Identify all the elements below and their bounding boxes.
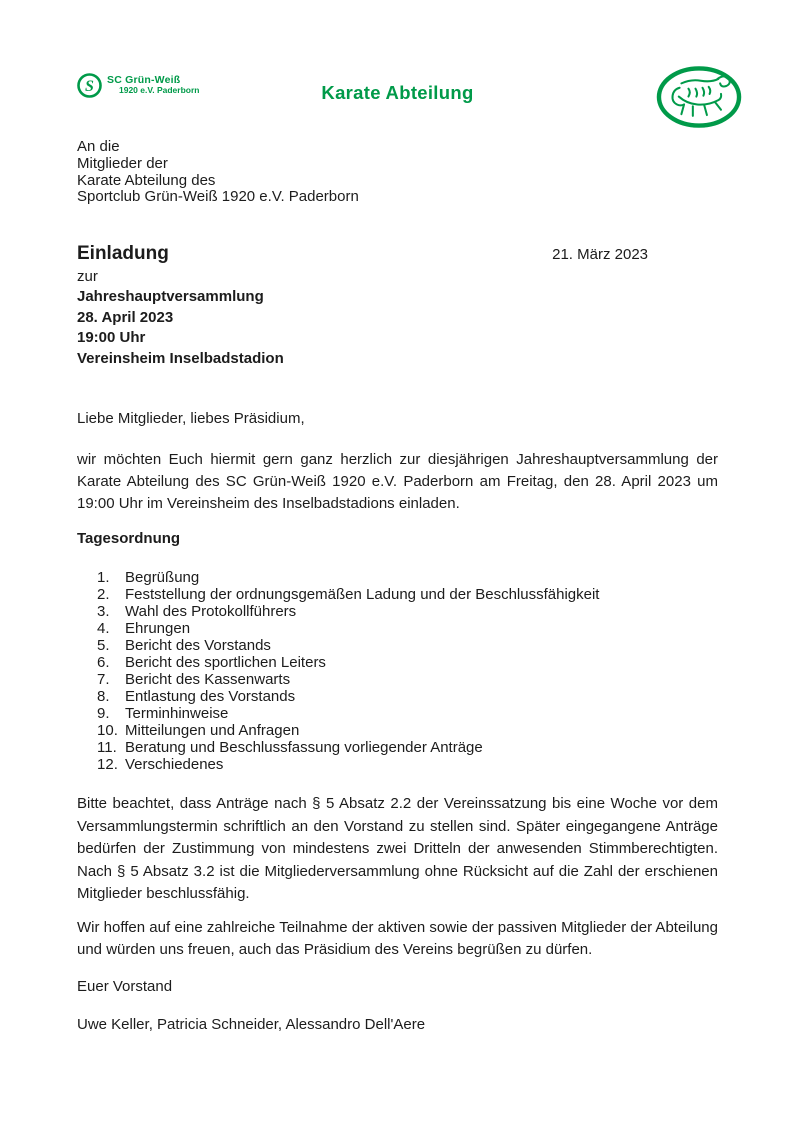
recipient-line: An die: [77, 138, 120, 155]
recipient-address: [77, 139, 718, 206]
agenda-heading: Tagesordnung: [77, 530, 181, 548]
agenda-item: Mitteilungen und Anfragen: [125, 722, 300, 740]
event-venue: Vereinsheim Inselbadstadion: [77, 349, 284, 367]
letter-date: 21. März 2023: [552, 246, 648, 264]
invitation-heading: Einladung: [77, 243, 169, 265]
closing-paragraph: Wir hoffen auf eine zahlreiche Teilnahme der aktiven sowie der passiven Mitglieder der Abteilung und würden uns freuen, auch das Präsidium des Vereins begrüßen zu dürfen.: [77, 919, 718, 959]
invitation-details: [77, 287, 718, 369]
agenda-item: Bericht des Kassenwarts: [125, 671, 291, 689]
invitation-heading-row: [77, 242, 718, 266]
agenda-item: Beratung und Beschlussfassung vorliegender Anträge: [125, 739, 483, 757]
notice-paragraph: Bitte beachtet, dass Anträge nach § 5 Absatz 2.2 der Vereinssatzung bis eine Woche vor dem Versammlungstermin schriftlich an den Vorstand zu stellen sind. Später eingegangene Anträge bedürfen der Zustimmung von mindestens zwei Dritteln der anwesenden Stimmberechtigten. Nach § 5 Absatz 3.2 ist die Mitgliederversammlung ohne Rücksicht auf die Zahl der erschienen Mitglieder beschlussfähig.: [77, 795, 718, 902]
invitation-subheading: zur: [77, 268, 98, 286]
recipient-line: Sportclub Grün-Weiß 1920 e.V. Paderborn: [77, 188, 359, 206]
agenda-item: Bericht des sportlichen Leiters: [125, 654, 326, 672]
agenda-item: Terminhinweise: [125, 705, 229, 723]
agenda-item: Entlastung des Vorstands: [125, 688, 296, 706]
intro-paragraph: wir möchten Euch hiermit gern ganz herzlich zur diesjährigen Jahreshauptversammlung der Karate Abteilung des SC Grün-Weiß 1920 e.V. Paderborn am Freitag, den 28. April 2023 um 19:00 Uhr im Vereinsheim des Inselbadstadions einladen.: [77, 451, 718, 512]
shotokan-tiger-icon: [655, 64, 743, 135]
recipient-line: Karate Abteilung des: [77, 171, 216, 189]
club-subline: 1920 e.V. Paderborn: [119, 85, 200, 96]
agenda-item: Bericht des Vorstands: [125, 637, 271, 655]
event-date: 28. April 2023: [77, 308, 174, 326]
agenda-item: Wahl des Protokollführers: [125, 603, 297, 621]
agenda-item: Verschiedenes: [125, 756, 224, 774]
agenda-item: Feststellung der ordnungsgemäßen Ladung und der Beschlussfähigkeit: [125, 586, 600, 604]
event-name: Jahreshauptversammlung: [77, 288, 264, 306]
agenda-item: Ehrungen: [125, 620, 191, 638]
signature-names: Uwe Keller, Patricia Schneider, Alessandro Dell'Aere: [77, 1016, 426, 1034]
recipient-line: Mitglieder der: [77, 154, 168, 172]
agenda-item: Begrüßung: [125, 569, 200, 587]
agenda-list: [77, 569, 718, 773]
page-title: Karate Abteilung: [321, 82, 474, 103]
club-name: SC Grün-Weiß: [107, 74, 181, 86]
event-time: 19:00 Uhr: [77, 329, 146, 347]
salutation: Liebe Mitglieder, liebes Präsidium,: [77, 410, 305, 428]
regards: Euer Vorstand: [77, 978, 173, 996]
svg-text:S: S: [85, 78, 94, 95]
